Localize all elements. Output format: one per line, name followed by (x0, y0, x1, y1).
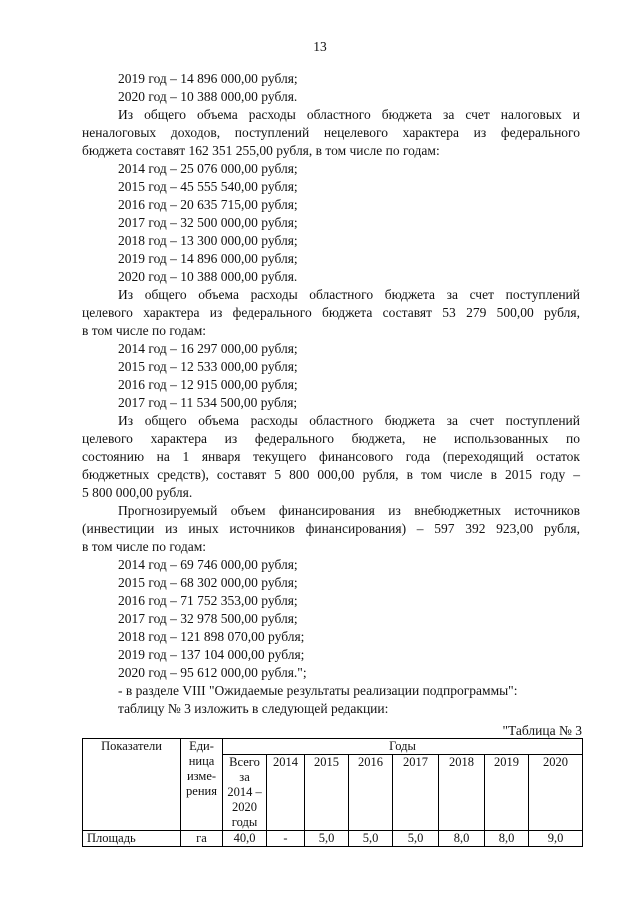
table-row (83, 831, 583, 847)
header-year: 2019 (485, 755, 529, 831)
header-unit-line: рения (186, 784, 217, 798)
text-line: 2015 год – 68 302 000,00 рубля; (118, 575, 298, 590)
header-total-line: за (239, 770, 250, 784)
text-line: Из общего объема расходы областного бюджета за счет поступлений (118, 413, 580, 428)
row-unit: га (181, 831, 223, 847)
text-line: 2014 год – 69 746 000,00 рубля; (118, 557, 298, 572)
text-line: 2019 год – 137 104 000,00 рубля; (118, 647, 305, 662)
header-year: 2020 (529, 755, 583, 831)
text-line: в том числе по годам: (82, 539, 207, 554)
row-value: 5,0 (349, 831, 393, 847)
text-line: 2016 год – 71 752 353,00 рубля; (118, 593, 298, 608)
text-line: состоянию на 1 января текущего финансового года (переходящий остаток (82, 449, 580, 464)
text-line: неналоговых доходов, поступлений нецелевого характера из федерального (82, 125, 580, 140)
text-line: 2017 год – 32 978 500,00 рубля; (118, 611, 298, 626)
text-line: 2020 год – 95 612 000,00 рубля."; (118, 665, 307, 680)
text-line: Из общего объема расходы областного бюджета за счет поступлений (118, 287, 580, 302)
indicators-table (82, 738, 583, 847)
row-value: 9,0 (529, 831, 583, 847)
table-header-row (83, 739, 583, 755)
row-value: 5,0 (393, 831, 439, 847)
header-indicator: Показатели (83, 739, 181, 831)
page-number: 13 (313, 39, 327, 54)
header-total-line: 2014 – (227, 785, 262, 799)
text-line: 2017 год – 32 500 000,00 рубля; (118, 215, 298, 230)
row-value: - (267, 831, 305, 847)
text-line: 5 800 000,00 рубля. (82, 485, 193, 500)
text-line: - в разделе VIII "Ожидаемые результаты реализации подпрограммы": (118, 683, 518, 698)
header-year: 2017 (393, 755, 439, 831)
table-reference: "Таблица № 3 (502, 723, 582, 738)
text-line: бюджета составят 162 351 255,00 рубля, в том числе по годам: (82, 143, 440, 158)
text-line: целевого характера из федерального бюджета, не использованных по (82, 431, 580, 446)
row-value: 8,0 (439, 831, 485, 847)
row-value: 5,0 (305, 831, 349, 847)
text-line: (инвестиции из иных источников финансирования) – 597 392 923,00 рубля, (82, 521, 580, 536)
text-line: 2017 год – 11 534 500,00 рубля; (118, 395, 298, 410)
text-line: в том числе по годам: (82, 323, 207, 338)
text-line: 2020 год – 10 388 000,00 рубля. (118, 269, 298, 284)
header-year: 2018 (439, 755, 485, 831)
text-line: 2014 год – 25 076 000,00 рубля; (118, 161, 298, 176)
header-total (223, 755, 267, 831)
text-line: 2018 год – 13 300 000,00 рубля; (118, 233, 298, 248)
header-total-line: Всего (229, 755, 260, 769)
header-total-line: 2020 (232, 800, 257, 814)
text-line: 2019 год – 14 896 000,00 рубля; (118, 251, 298, 266)
text-line: 2015 год – 12 533 000,00 рубля; (118, 359, 298, 374)
text-line: 2016 год – 20 635 715,00 рубля; (118, 197, 298, 212)
text-line: 2019 год – 14 896 000,00 рубля; (118, 71, 298, 86)
text-line: 2015 год – 45 555 540,00 рубля; (118, 179, 298, 194)
header-year: 2015 (305, 755, 349, 831)
header-unit-line: ница (188, 754, 215, 768)
text-line: Прогнозируемый объем финансирования из внебюджетных источников (118, 503, 580, 518)
row-indicator: Площадь (83, 831, 181, 847)
text-line: бюджетных средств), составят 5 800 000,00 рубля, в том числе в 2015 году – (82, 467, 580, 482)
header-total-line: годы (231, 815, 258, 829)
text-line: целевого характера из федерального бюджета составят 53 279 500,00 рубля, (82, 305, 580, 320)
header-unit-line: изме- (186, 769, 217, 783)
header-unit-line: Еди- (189, 739, 214, 753)
header-year: 2014 (267, 755, 305, 831)
header-years: Годы (223, 739, 583, 755)
row-value: 8,0 (485, 831, 529, 847)
text-line: 2018 год – 121 898 070,00 рубля; (118, 629, 305, 644)
text-line: 2016 год – 12 915 000,00 рубля; (118, 377, 298, 392)
header-year: 2016 (349, 755, 393, 831)
header-unit (181, 739, 223, 831)
text-line: 2014 год – 16 297 000,00 рубля; (118, 341, 298, 356)
row-total: 40,0 (223, 831, 267, 847)
text-line: Из общего объема расходы областного бюджета за счет налоговых и (118, 107, 580, 122)
text-line: 2020 год – 10 388 000,00 рубля. (118, 89, 298, 104)
text-line: таблицу № 3 изложить в следующей редакции: (118, 701, 389, 716)
